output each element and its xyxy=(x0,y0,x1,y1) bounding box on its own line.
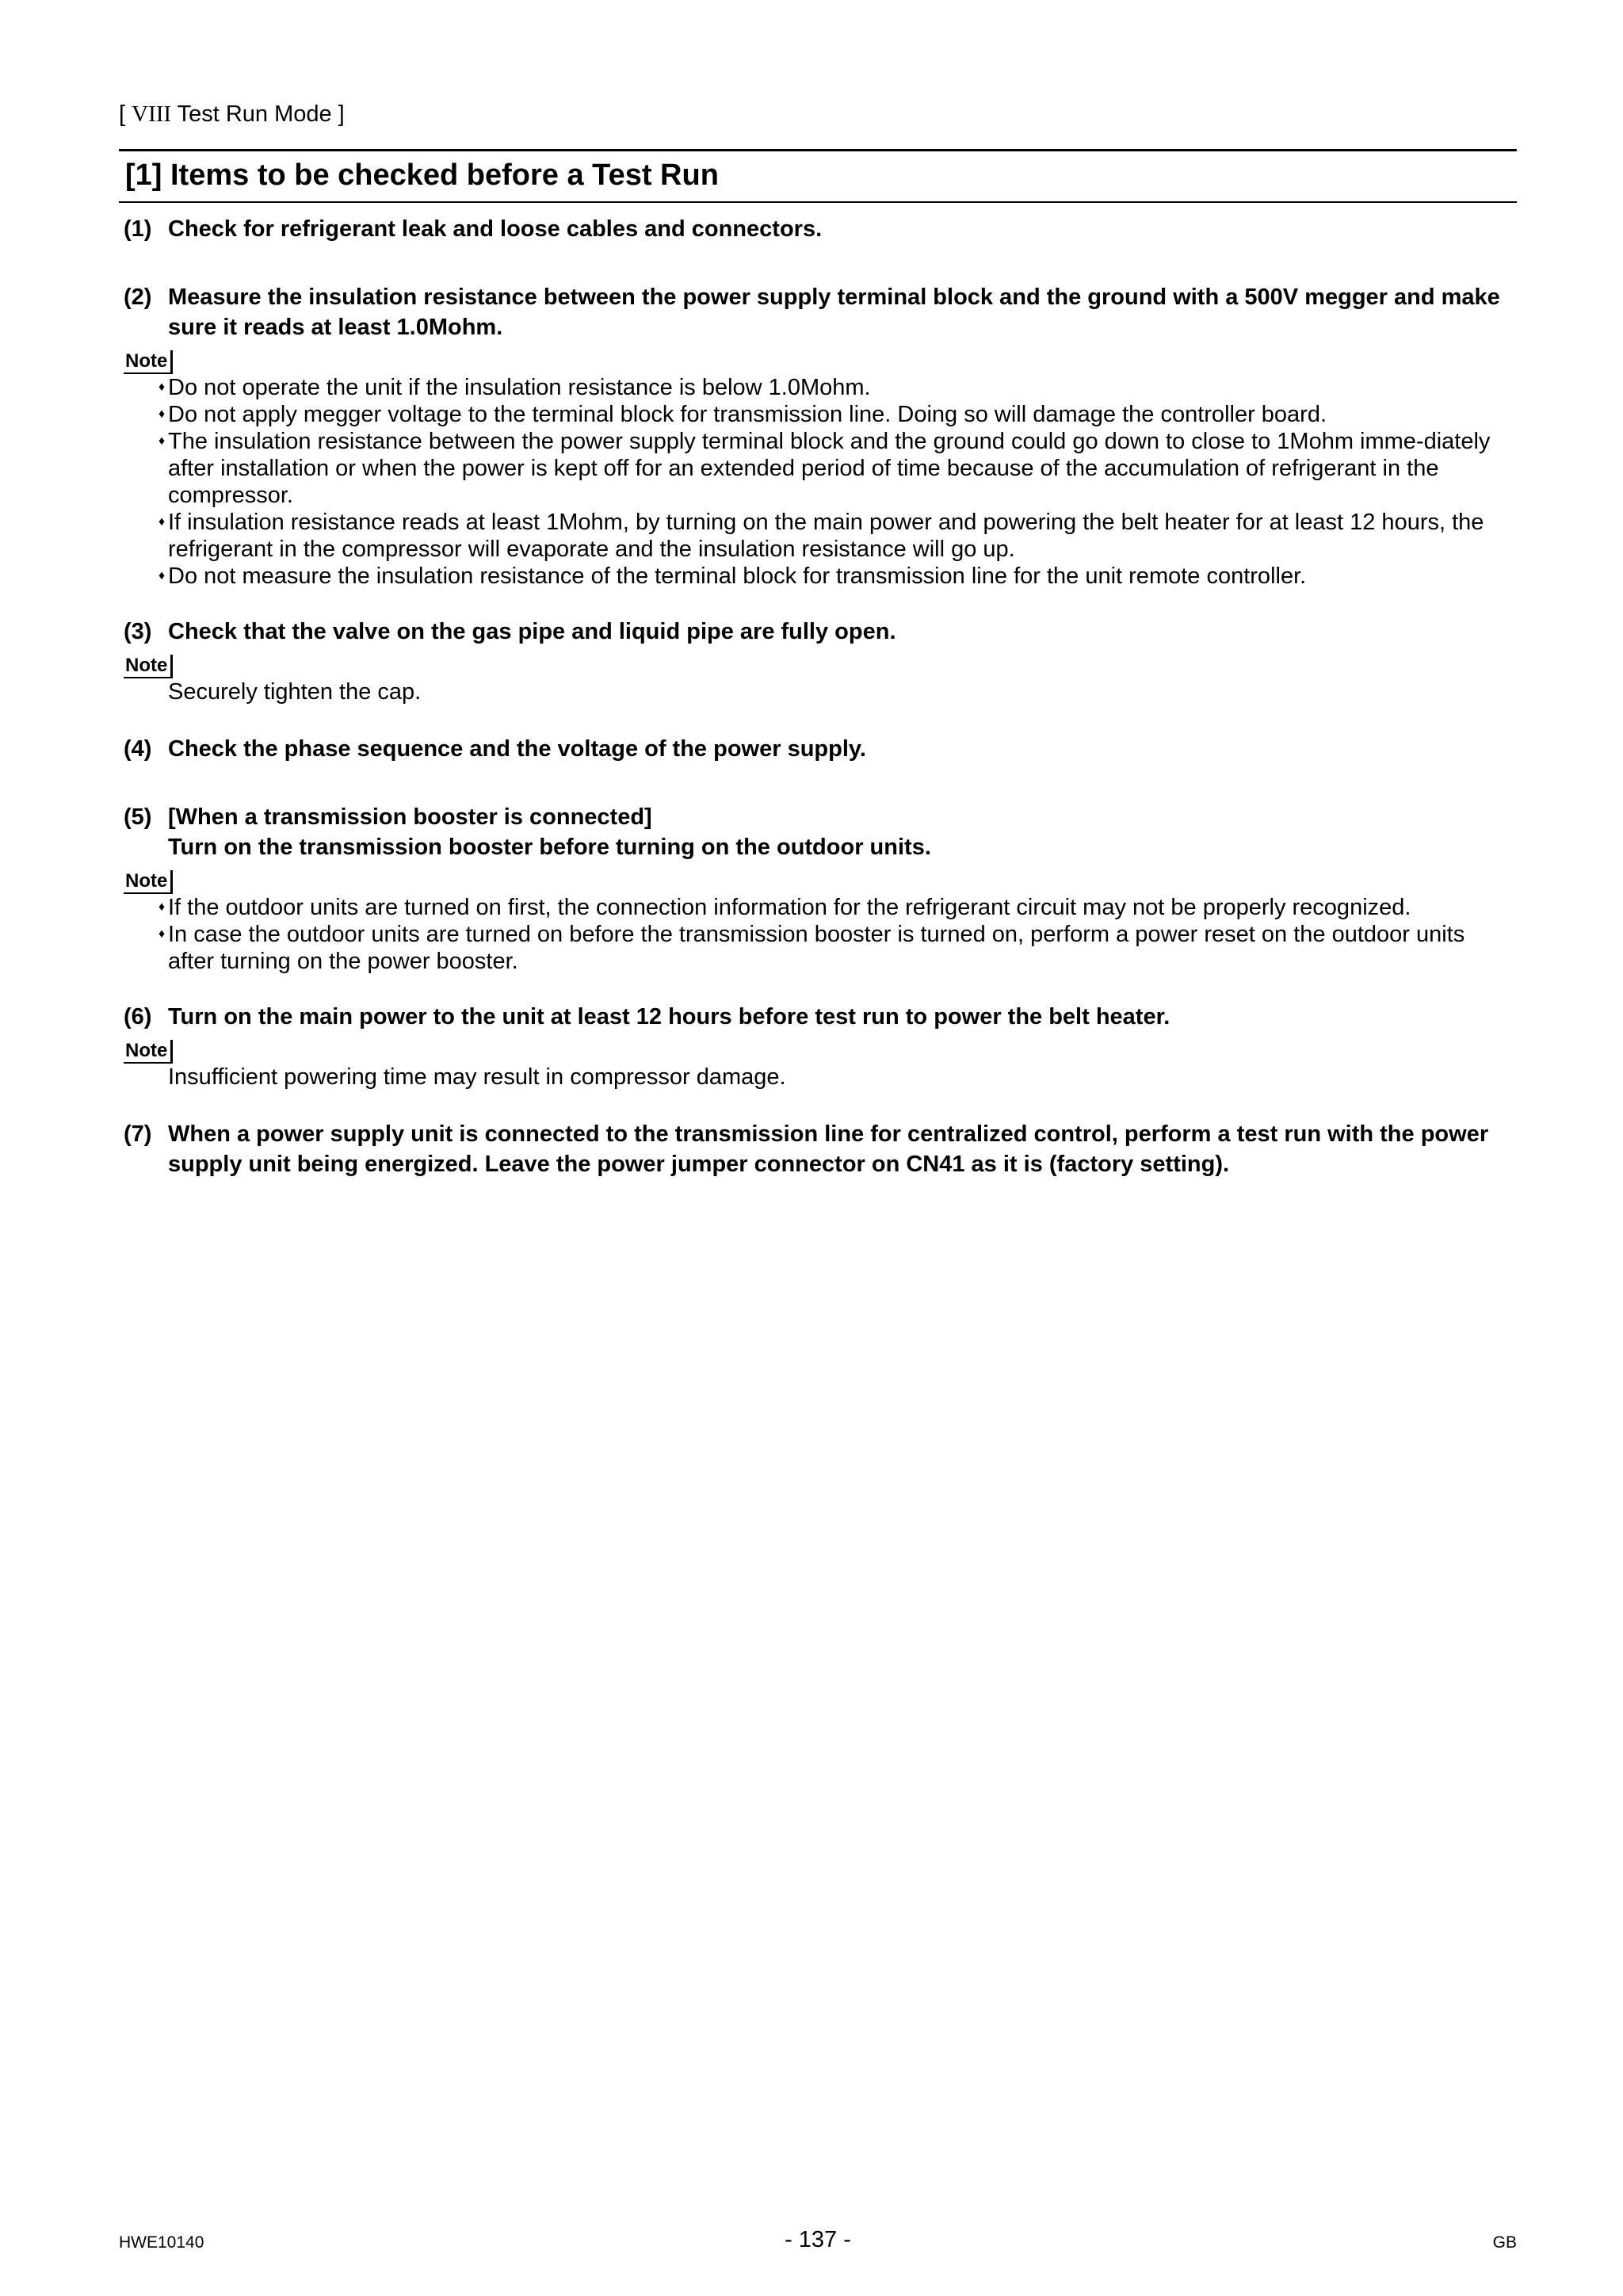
note-item-6: Insufficient powering time may result in compressor damage. xyxy=(168,1064,786,1090)
breadcrumb-chapter-number: VIII xyxy=(132,101,172,127)
item-text: Check for refrigerant leak and loose cables and connectors. xyxy=(168,216,823,242)
item-number: (4) xyxy=(124,736,152,762)
diamond-bullet-icon: ♦ xyxy=(158,380,166,394)
checklist xyxy=(124,214,1515,1179)
checklist-item-6 xyxy=(124,1002,1515,1032)
note-label: Note xyxy=(124,655,173,678)
checklist-item-2 xyxy=(124,282,1515,342)
note-text: If insulation resistance reads at least 1Mohm, by turning on the main power and powering the belt heater for at least 12 hours, the refrigerant in the compressor will evaporate and the insulation resistance will go up. xyxy=(168,510,1484,562)
note-text: The insulation resistance between the power supply terminal block and the ground could go down to close to 1Mohm imme-diately after installation or when the power is kept off for an extended period of time because of the accumulation of refrigerant in the compressor. xyxy=(168,429,1491,508)
note-bullet xyxy=(158,401,1515,428)
item-text: Turn on the main power to the unit at least 12 hours before test run to power the belt heater. xyxy=(168,1004,1170,1030)
note-bullet xyxy=(158,428,1515,509)
document-code: HWE10140 xyxy=(119,2233,204,2252)
note-text: If the outdoor units are turned on first, the connection information for the refrigerant circuit may not be properly recognized. xyxy=(168,895,1411,920)
item-text xyxy=(168,802,1515,862)
note-label-wrap xyxy=(124,655,1515,678)
note-label-wrap xyxy=(124,1040,1515,1064)
item-number: (3) xyxy=(124,619,152,644)
note-bullet xyxy=(158,894,1515,921)
note-label: Note xyxy=(124,350,173,374)
item-text: When a power supply unit is connected to the transmission line for centralized control, perform a test run with the power supply unit being energized. Leave the power jumper connector on CN41 as it is (factory setting). xyxy=(168,1121,1489,1177)
note-label: Note xyxy=(124,870,173,894)
title-rule-top xyxy=(119,149,1517,151)
diamond-bullet-icon: ♦ xyxy=(158,434,166,448)
note-text: Do not measure the insulation resistance of the terminal block for transmission line for the unit remote controller. xyxy=(168,563,1307,589)
breadcrumb-open: [ xyxy=(119,101,132,127)
diamond-bullet-icon: ♦ xyxy=(158,569,166,583)
note-bullet xyxy=(158,563,1515,590)
note-item-3: Securely tighten the cap. xyxy=(168,679,422,705)
breadcrumb xyxy=(119,101,345,128)
note-text: Do not operate the unit if the insulation resistance is below 1.0Mohm. xyxy=(168,375,871,400)
title-rule-bottom xyxy=(119,201,1517,203)
note-item-2 xyxy=(158,374,1515,590)
note-label-wrap xyxy=(124,870,1515,894)
region-code: GB xyxy=(1492,2233,1517,2252)
diamond-bullet-icon: ♦ xyxy=(158,900,166,914)
item-text-line-1: [When a transmission booster is connected] xyxy=(168,804,652,830)
item-text: Measure the insulation resistance between the power supply terminal block and the ground with a 500V megger and make sure it reads at least 1.0Mohm. xyxy=(168,285,1500,340)
item-number: (1) xyxy=(124,216,152,242)
checklist-item-3 xyxy=(124,617,1515,647)
note-text: In case the outdoor units are turned on before the transmission booster is turned on, perform a power reset on the outdoor units after turning on the power booster. xyxy=(168,922,1465,974)
checklist-item-4 xyxy=(124,734,1515,764)
item-number: (2) xyxy=(124,285,152,310)
diamond-bullet-icon: ♦ xyxy=(158,927,166,941)
item-number: (6) xyxy=(124,1004,152,1030)
item-text-line-2: Turn on the transmission booster before turning on the outdoor units. xyxy=(168,835,931,860)
note-bullet xyxy=(158,374,1515,401)
note-text: Do not apply megger voltage to the terminal block for transmission line. Doing so will damage the controller board. xyxy=(168,402,1327,427)
breadcrumb-chapter-title: Test Run Mode ] xyxy=(171,101,345,127)
page-number: - 137 - xyxy=(785,2227,851,2252)
manual-page xyxy=(119,0,1517,2296)
item-number: (5) xyxy=(124,804,152,830)
item-text: Check that the valve on the gas pipe and liquid pipe are fully open. xyxy=(168,619,896,644)
item-number: (7) xyxy=(124,1121,152,1147)
note-label-wrap xyxy=(124,350,1515,374)
note-bullet xyxy=(158,921,1515,975)
note-item-5 xyxy=(158,894,1515,975)
diamond-bullet-icon: ♦ xyxy=(158,407,166,421)
note-bullet xyxy=(158,509,1515,563)
checklist-item-5 xyxy=(124,802,1515,862)
section-title: [1] Items to be checked before a Test Run xyxy=(125,159,719,192)
item-text: Check the phase sequence and the voltage of the power supply. xyxy=(168,736,866,762)
diamond-bullet-icon: ♦ xyxy=(158,515,166,529)
checklist-item-7 xyxy=(124,1119,1515,1179)
note-label: Note xyxy=(124,1040,173,1064)
checklist-item-1 xyxy=(124,214,1515,244)
